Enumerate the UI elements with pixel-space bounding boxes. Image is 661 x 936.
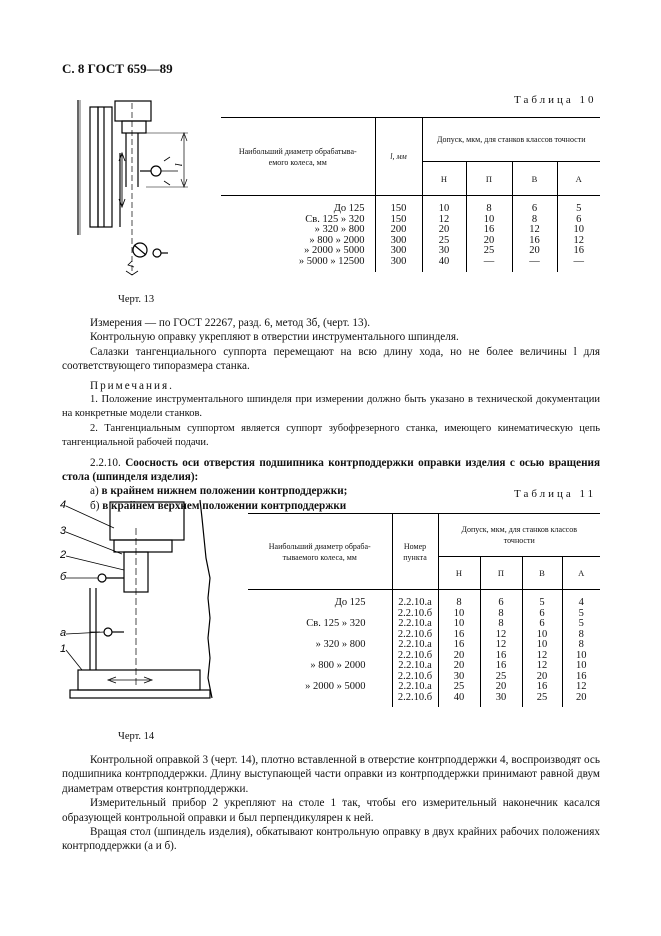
table-10-l-value: 150 [390, 213, 407, 225]
table-11-diameter: До 125 [334, 597, 366, 608]
table-11-a-value: 16 [576, 670, 587, 682]
paragraph: Контрольной оправкой 3 (черт. 14), плотно вставленной в отверстие контрподдержки 4, воспроизводят ось подшипника контрподдержки. Длину выступающей части оправки из контрподдержки принимают равной двум диаметрам отверстия контрподдержки. [62, 754, 600, 795]
table-10-p-value: 25 [483, 245, 495, 256]
table-10-n-value: 30 [438, 245, 450, 256]
table-11-v-value: 5 [539, 597, 545, 608]
table-11-p-value: 6 [498, 597, 504, 608]
table-11-v-value: 10 [536, 628, 548, 640]
table-11-a-value: 10 [576, 660, 587, 671]
table-10-p-value: 16 [483, 224, 495, 235]
table-10-l-value: 300 [390, 255, 407, 267]
table-11-diameter: » 320 » 800 [315, 639, 366, 650]
table-11-class-n: Н [438, 557, 480, 590]
table-10-a-value: — [573, 255, 584, 267]
table-11-item: 2.2.10.а [398, 639, 432, 650]
table-10-diameter: До 125 [333, 203, 365, 214]
table-10-caption: Таблица 10 [514, 94, 597, 106]
item-a-prefix: а) [90, 485, 99, 498]
table-11-p-value: 20 [495, 681, 507, 692]
table-10-n-value: 25 [438, 234, 450, 246]
table-10-p-value: 20 [483, 234, 495, 246]
table-11-v-value: 10 [536, 639, 548, 650]
table-11-header-tolerance: Допуск, мкм, для станков классов точности [438, 514, 600, 557]
table-10-diameter: » 5000 » 12500 [298, 255, 365, 267]
section-title: Соосность оси отверстия подшипника контрподдержки оправки изделия с осью вращения стола (шпинделя изделия): [62, 456, 601, 484]
table-11-a-value: 8 [578, 639, 584, 650]
table-11-item: 2.2.10.а [398, 618, 432, 629]
table-11-p-value: 8 [498, 607, 504, 619]
table-11-p-value: 12 [495, 628, 507, 640]
table-10-a-value: 16 [573, 245, 584, 256]
table-11-item: 2.2.10.б [397, 607, 433, 619]
figure-13-caption: Черт. 13 [118, 294, 155, 305]
item-a-text: в крайнем нижнем положении контрподдержки; [101, 485, 348, 498]
table-11-header-item: Номер пункта [392, 514, 438, 590]
table-11-v-value: 6 [539, 607, 545, 619]
text-block-2 [62, 753, 600, 854]
table-11-n-value: 8 [456, 597, 462, 608]
table-10-n-value: 20 [438, 224, 450, 235]
table-11-v-value: 12 [536, 649, 548, 661]
table-11-a-value: 5 [578, 618, 584, 629]
table-11-v-value: 25 [536, 691, 548, 703]
figure-13-drawing [60, 95, 210, 295]
table-10-class-p: П [466, 162, 512, 196]
table-11-n-value: 10 [453, 607, 465, 619]
table-11-item: 2.2.10.б [397, 628, 433, 640]
notes-title: Примечания. [90, 379, 174, 392]
table-10-class-a: А [557, 162, 600, 196]
section-number: 2.2.10. [90, 456, 121, 469]
table-10-p-value: — [483, 255, 495, 267]
table-11-diameter: » 2000 » 5000 [305, 681, 366, 692]
callout-1: 1 [60, 643, 67, 655]
table-11-a-value: 8 [578, 628, 584, 640]
table-10-p-value: 10 [483, 213, 495, 225]
table-11-v-value: 12 [536, 660, 548, 671]
table-11-n-value: 16 [453, 639, 465, 650]
table-10-v-value: 8 [531, 213, 538, 225]
table-11-a-value: 20 [576, 691, 587, 703]
table-11-a-value: 10 [576, 649, 587, 661]
table-11-n-value: 40 [453, 691, 465, 703]
figure-14-caption: Черт. 14 [118, 731, 155, 742]
table-11-class-a: А [562, 557, 600, 590]
note-2: 2. Тангенциальным суппортом является суппорт зубофрезерного станка, имеющего кинематическую цепь тангенциальной рабочей подачи. [62, 422, 600, 449]
table-10-n-value: 12 [438, 213, 450, 225]
text-block-1 [62, 316, 600, 513]
table-10-a-value: 12 [573, 234, 584, 246]
table-10-a-value: 10 [573, 224, 584, 235]
figure-14-drawing [60, 498, 232, 708]
table-10-v-value: 16 [529, 234, 540, 246]
table-11-n-value: 20 [453, 660, 465, 671]
paragraph: Измерения — по ГОСТ 22267, разд. 6, метод 3б, (черт. 13). [90, 317, 371, 329]
note-1: 1. Положение инструментального шпинделя при измерении должно быть указано в технической документации на конкретные модели станков. [62, 394, 600, 420]
table-10-header-l: l, мм [375, 118, 422, 196]
table-11-p-value: 30 [495, 691, 507, 703]
table-11-n-value: 30 [453, 670, 465, 682]
callout-a: а [60, 627, 67, 639]
table-10-a-value: 6 [576, 213, 582, 225]
table-11-item: 2.2.10.а [398, 597, 432, 608]
item-b-text: в крайнем верхнем положении контрподдержки [102, 499, 347, 512]
table-11-item: 2.2.10.б [397, 649, 433, 661]
table-11-n-value: 16 [453, 628, 465, 640]
table-11 [248, 513, 600, 707]
table-11-n-value: 25 [453, 681, 465, 692]
table-10-n-value: 10 [438, 203, 450, 214]
item-b-prefix: б) [90, 499, 100, 512]
table-10-p-value: 8 [486, 203, 492, 214]
table-11-diameter: Св. 125 » 320 [306, 618, 366, 629]
table-11-n-value: 10 [453, 618, 465, 629]
dimension-l-label: l [172, 163, 184, 167]
table-10-diameter: Св. 125 » 320 [305, 213, 365, 225]
page-header: С. 8 ГОСТ 659—89 [62, 61, 173, 76]
table-11-a-value: 12 [576, 681, 587, 692]
table-11-item: 2.2.10.б [397, 670, 433, 682]
callout-2: 2 [60, 549, 67, 561]
table-11-class-p: П [480, 557, 522, 590]
table-10-v-value: 6 [531, 203, 538, 214]
paragraph: Салазки тангенциального суппорта перемещают на всю длину хода, но не более величины l для соответствующего типоразмера станка. [62, 345, 600, 373]
table-11-item: 2.2.10.а [398, 660, 432, 671]
callout-4: 4 [60, 499, 67, 511]
table-10-class-v: В [512, 162, 557, 196]
table-11-p-value: 16 [495, 649, 507, 661]
callout-3: 3 [60, 525, 67, 537]
table-10-a-value: 5 [576, 203, 582, 214]
table-10-diameter: » 800 » 2000 [309, 234, 365, 246]
table-11-v-value: 20 [536, 670, 548, 682]
table-11-p-value: 25 [495, 670, 507, 682]
table-10-v-value: — [529, 255, 540, 267]
table-10-diameter: » 320 » 800 [314, 224, 365, 235]
table-10-v-value: 20 [529, 245, 540, 256]
table-11-item: 2.2.10.а [398, 681, 432, 692]
table-11-a-value: 5 [578, 607, 584, 619]
table-11-n-value: 20 [453, 649, 465, 661]
table-10-l-value: 150 [390, 203, 407, 214]
paragraph: Вращая стол (шпиндель изделия), обкатывают контрольную оправку в двух крайних рабочих положениях контрподдержки (а и б). [62, 826, 600, 853]
table-11-p-value: 16 [495, 660, 507, 671]
paragraph: Измерительный прибор 2 укрепляют на столе 1 так, чтобы его измерительный наконечник касался образующей контрольной оправки и был перпендикулярен к ней. [62, 797, 600, 824]
table-11-caption: Таблица 11 [514, 488, 597, 500]
table-10-diameter: » 2000 » 5000 [304, 245, 365, 256]
table-11-v-value: 6 [539, 618, 545, 629]
table-11-header-diameter: Наибольший диаметр обраба- тываемого колеса, мм [268, 541, 371, 562]
table-10-v-value: 12 [529, 224, 540, 235]
table-10-l-value: 200 [390, 224, 407, 235]
table-10-l-value: 300 [390, 245, 407, 256]
table-10-n-value: 40 [438, 255, 450, 267]
table-11-item: 2.2.10.б [397, 691, 433, 703]
table-10-class-n: Н [422, 162, 466, 196]
paragraph: Контрольную оправку укрепляют в отверстии инструментального шпинделя. [90, 331, 459, 344]
table-10-l-value: 300 [390, 234, 407, 246]
table-11-diameter: » 800 » 2000 [310, 660, 366, 671]
table-11-class-v: В [522, 557, 562, 590]
callout-b: б [60, 571, 67, 583]
table-10-header-tolerance: Допуск, мкм, для станков классов точности [422, 118, 600, 162]
table-10-header-diameter: Наибольший диаметр обрабатыва- емого колеса, мм [238, 146, 357, 167]
table-11-p-value: 12 [495, 639, 507, 650]
table-11-a-value: 4 [578, 597, 584, 608]
table-11-p-value: 8 [498, 618, 504, 629]
table-11-v-value: 16 [536, 681, 548, 692]
table-10 [221, 117, 600, 272]
